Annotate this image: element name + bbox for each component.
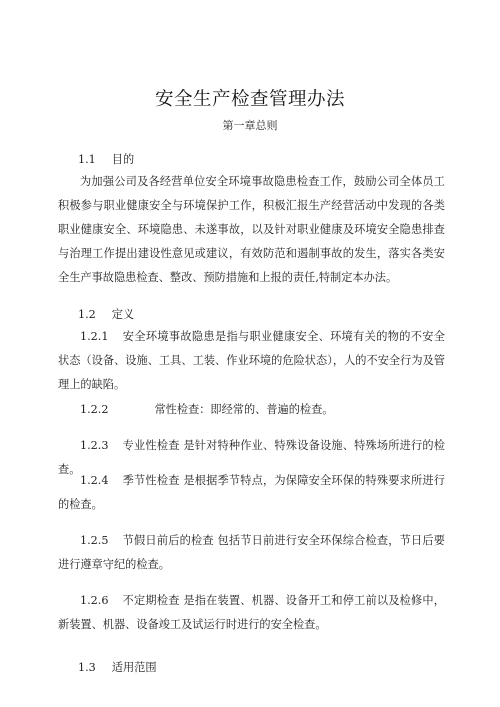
- chapter-heading: 第一章总则: [222, 119, 278, 132]
- section-number: 1.3: [78, 661, 96, 674]
- section-title: 目的: [111, 153, 135, 166]
- clause-number: 1.2.2: [80, 403, 109, 416]
- clause-number: 1.2.3: [80, 439, 109, 452]
- clause-text: 安全环境事故隐患是指与职业健康安全、环境有关的物的不安全状态（设备、设施、工具、工装、作业环境的危险状态），人的不安全行为及管理上的缺陷。: [58, 330, 445, 391]
- clause-1-2-2: [58, 398, 445, 422]
- clause-number: 1.2.4: [80, 474, 109, 487]
- document-title: 安全生产检查管理办法: [154, 89, 345, 110]
- section-heading-1-1: [78, 151, 134, 167]
- clause-text: 不定期检查 是指在装置、机器、设备开工和停工前以及检修中，新装置、机器、设备竣工及试运行时进行的安全检查。: [58, 594, 445, 631]
- clause-text: 节假日前后的检查 包括节日前进行安全环保综合检查，节日后要进行遵章守纪的检查。: [58, 534, 445, 571]
- section-title: 定义: [111, 308, 135, 321]
- section-heading-1-3: [78, 659, 157, 675]
- clause-1-2-4: [58, 469, 445, 517]
- clause-text: 常性检查：即经常的、普遍的检查。: [154, 403, 334, 416]
- section-number: 1.1: [78, 153, 96, 166]
- clause-number: 1.2.1: [80, 330, 109, 343]
- clause-number: 1.2.6: [80, 594, 109, 607]
- clause-text: 专业性检查 是针对特种作业、特殊设备设施、特殊场所进行的检查。: [58, 439, 445, 476]
- section-title: 适用范围: [111, 661, 157, 674]
- clause-number: 1.2.5: [80, 534, 109, 547]
- clause-1-2-1: [58, 325, 445, 397]
- clause-text: 季节性检查 是根据季节特点，为保障安全环保的特殊要求所进行的检查。: [58, 474, 445, 511]
- section-heading-1-2: [78, 306, 134, 322]
- section-number: 1.2: [78, 308, 96, 321]
- section-1-1-paragraph: 为加强公司及各经营单位安全环境事故隐患检查工作，鼓励公司全体员工积极参与职业健康安全与环境保护工作，积极汇报生产经营活动中发现的各类职业健康安全、环境隐患、未遂事故，以及针对职业健康及环境安全隐患排查与治理工作提出建设性意见或建议，有效防范和遏制事故的发生，落实各类安全生产事故隐患检查、整改、预防措施和上报的责任,特制定本办法。: [58, 175, 445, 284]
- clause-1-2-6: [58, 589, 445, 637]
- clause-1-2-5: [58, 529, 445, 577]
